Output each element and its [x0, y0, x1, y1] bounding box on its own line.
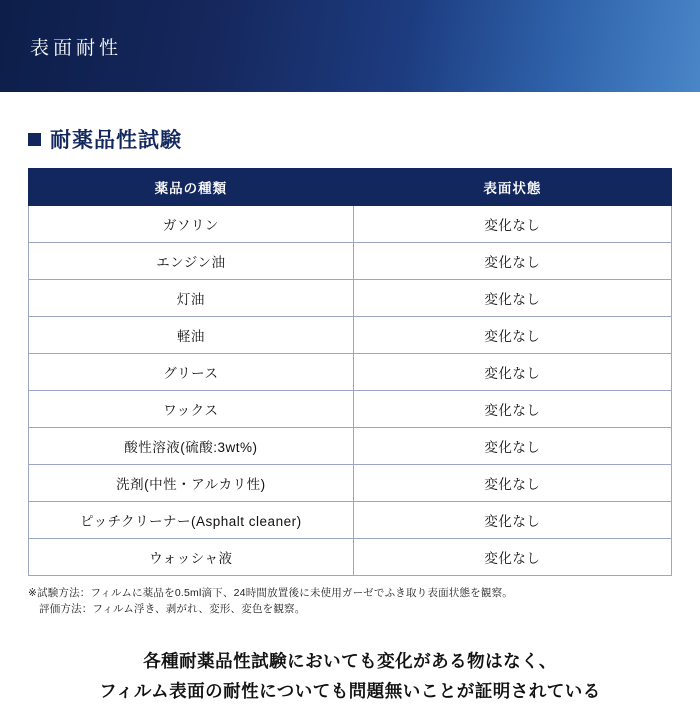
cell-chemical: ピッチクリーナー(Asphalt cleaner): [29, 502, 354, 539]
table-row: [29, 502, 672, 539]
square-bullet-icon: [28, 133, 41, 146]
cell-chemical: ワックス: [29, 391, 354, 428]
footnotes: [28, 585, 672, 618]
cell-surface-state: 変化なし: [353, 243, 671, 280]
table-container: [28, 168, 672, 576]
cell-chemical: 灯油: [29, 280, 354, 317]
table-row: [29, 428, 672, 465]
cell-chemical: エンジン油: [29, 243, 354, 280]
cell-surface-state: 変化なし: [353, 428, 671, 465]
table-row: [29, 391, 672, 428]
section-title: 耐薬品性試験: [50, 129, 182, 152]
column-header-chemical: 薬品の種類: [29, 169, 354, 206]
table-row: [29, 243, 672, 280]
conclusion-line-1: 各種耐薬品性試験においても変化がある物はなく、: [143, 650, 557, 671]
cell-surface-state: 変化なし: [353, 391, 671, 428]
header-banner: [0, 0, 700, 92]
page-title: 表面耐性: [30, 37, 123, 59]
table-row: [29, 539, 672, 576]
cell-chemical: ガソリン: [29, 206, 354, 243]
cell-chemical: 軽油: [29, 317, 354, 354]
cell-chemical: 洗剤(中性・アルカリ性): [29, 465, 354, 502]
table-row: [29, 280, 672, 317]
footnote-test-method: ※試験方法：フィルムに薬品を0.5ml滴下、24時間放置後に未使用ガーゼでふき取り表面状態を観察。: [28, 587, 513, 599]
conclusion-text: [0, 646, 700, 707]
cell-chemical: グリース: [29, 354, 354, 391]
cell-chemical: ウォッシャ液: [29, 539, 354, 576]
cell-surface-state: 変化なし: [353, 280, 671, 317]
cell-surface-state: 変化なし: [353, 502, 671, 539]
column-header-surface-state: 表面状態: [353, 169, 671, 206]
table-header-row: [29, 169, 672, 206]
cell-chemical: 酸性溶液(硫酸:3wt%): [29, 428, 354, 465]
cell-surface-state: 変化なし: [353, 465, 671, 502]
footnote-evaluation-method: 評価方法：フィルム浮き、剥がれ、変形、変色を観察。: [39, 603, 306, 616]
table-row: [29, 206, 672, 243]
cell-surface-state: 変化なし: [353, 206, 671, 243]
section-heading: [28, 124, 700, 154]
cell-surface-state: 変化なし: [353, 539, 671, 576]
table-row: [29, 465, 672, 502]
cell-surface-state: 変化なし: [353, 354, 671, 391]
table-body: [29, 206, 672, 576]
cell-surface-state: 変化なし: [353, 317, 671, 354]
table-row: [29, 317, 672, 354]
chemical-resistance-table: [28, 168, 672, 576]
conclusion-line-2: フィルム表面の耐性についても問題無いことが証明されている: [99, 681, 601, 702]
table-row: [29, 354, 672, 391]
